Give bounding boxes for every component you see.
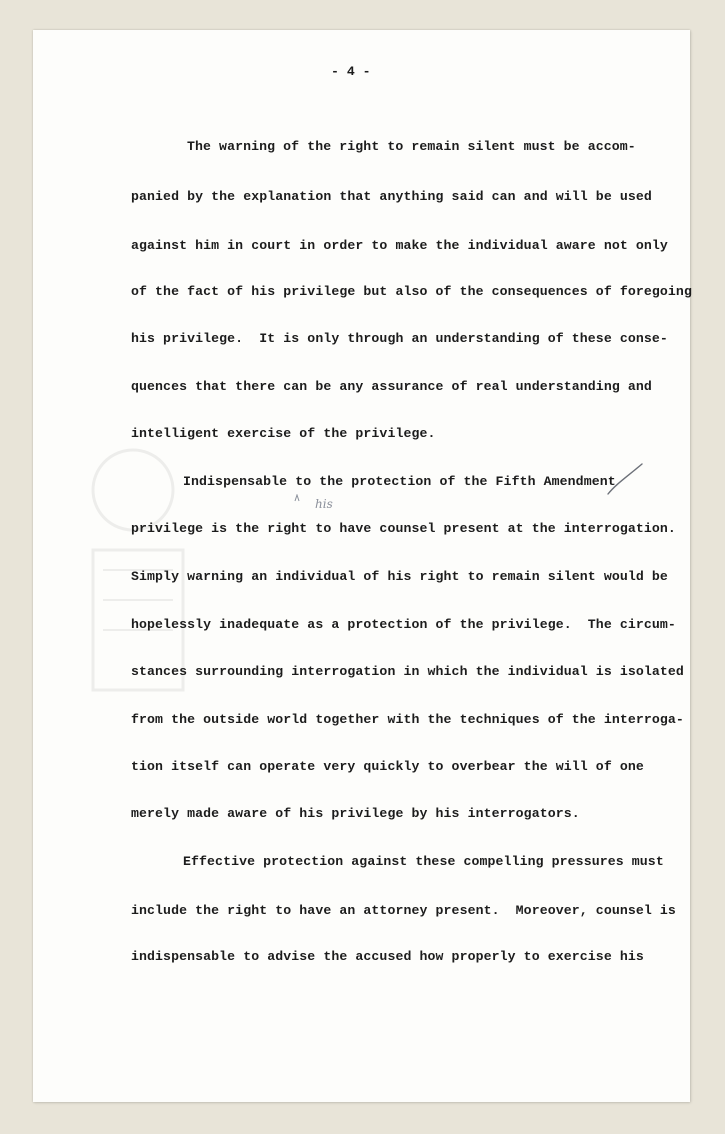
text-line: privilege is the right to have counsel present at the interrogation. bbox=[131, 521, 676, 536]
text-line: include the right to have an attorney present. Moreover, counsel is bbox=[131, 903, 676, 918]
text-line: from the outside world together with the techniques of the interroga- bbox=[131, 712, 684, 727]
text-line: intelligent exercise of the privilege. bbox=[131, 426, 436, 441]
text-line: of the fact of his privilege but also of the consequences of foregoing bbox=[131, 284, 692, 299]
text-line: against him in court in order to make the individual aware not only bbox=[131, 238, 668, 253]
text-line: Indispensable to the protection of the Fifth Amendment bbox=[183, 474, 616, 489]
text-line: merely made aware of his privilege by his interrogators. bbox=[131, 806, 580, 821]
text-line: Simply warning an individual of his right to remain silent would be bbox=[131, 569, 668, 584]
text-line: The warning of the right to remain silent must be accom- bbox=[187, 139, 636, 154]
text-line: hopelessly inadequate as a protection of the privilege. The circum- bbox=[131, 617, 676, 632]
text-line: quences that there can be any assurance of real understanding and bbox=[131, 379, 652, 394]
insertion-caret-mark bbox=[294, 494, 300, 502]
text-line: indispensable to advise the accused how properly to exercise his bbox=[131, 949, 644, 964]
handwritten-insertion: his bbox=[315, 497, 333, 511]
text-line: tion itself can operate very quickly to overbear the will of one bbox=[131, 759, 644, 774]
text-line: panied by the explanation that anything said can and will be used bbox=[131, 189, 652, 204]
page-number: - 4 - bbox=[331, 64, 371, 79]
text-line: stances surrounding interrogation in which the individual is isolated bbox=[131, 664, 684, 679]
text-line: his privilege. It is only through an understanding of these conse- bbox=[131, 331, 668, 346]
text-line: Effective protection against these compelling pressures must bbox=[183, 854, 664, 869]
checkmark-icon bbox=[568, 458, 648, 498]
